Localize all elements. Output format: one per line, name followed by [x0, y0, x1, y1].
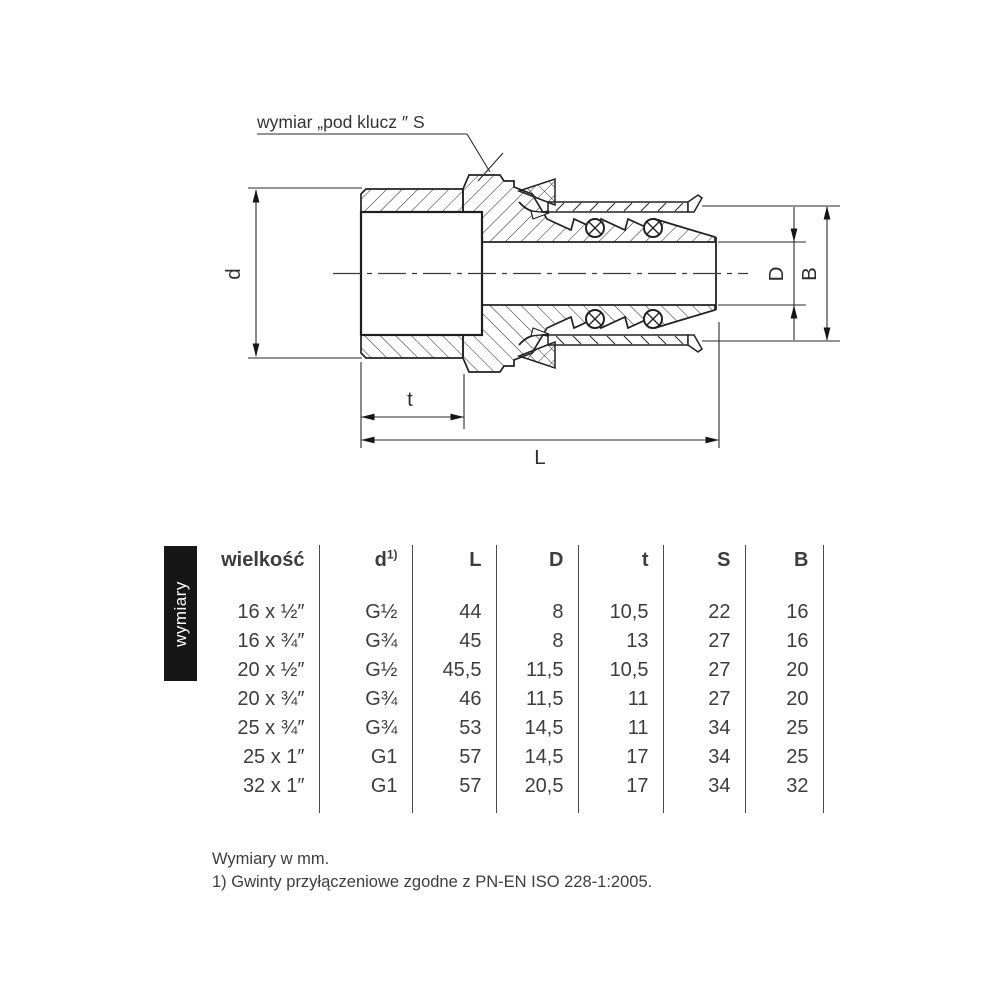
- table-cell: 25: [745, 714, 823, 743]
- dimension-lines: [248, 134, 840, 448]
- leader-label: wymiar „pod klucz ″ S: [257, 112, 425, 132]
- table-cell: 11: [578, 685, 663, 714]
- press-sleeve: [548, 202, 688, 212]
- table-cell: 46: [412, 685, 496, 714]
- table-filler-cell: [578, 801, 663, 813]
- footnote-thread-standard: 1) Gwinty przyłączeniowe zgodne z PN-EN ISO 228-1:2005.: [212, 873, 653, 891]
- table-cell: 16 x ¾″: [205, 627, 319, 656]
- table-cell: G½: [319, 598, 412, 627]
- table-header-cell: t: [578, 545, 663, 598]
- sleeve-end-flare: [688, 195, 702, 212]
- table-row: [205, 685, 823, 714]
- o-ring: [586, 219, 604, 237]
- table-cell: 57: [412, 772, 496, 801]
- dimension-table: [205, 545, 824, 813]
- table-filler-cell: [663, 801, 745, 813]
- table-cell: 8: [496, 598, 578, 627]
- o-ring: [644, 219, 662, 237]
- table-filler-row: [205, 801, 823, 813]
- table-row: [205, 598, 823, 627]
- table-cell: 34: [663, 743, 745, 772]
- table-cell: G1: [319, 743, 412, 772]
- table-cell: 44: [412, 598, 496, 627]
- side-tab-wymiary: [164, 546, 197, 681]
- table-filler-cell: [412, 801, 496, 813]
- dim-label-B: B: [798, 267, 821, 281]
- table-cell: 34: [663, 772, 745, 801]
- table-row: [205, 743, 823, 772]
- table-cell: 25 x ¾″: [205, 714, 319, 743]
- table-cell: 45,5: [412, 656, 496, 685]
- table-cell: 20,5: [496, 772, 578, 801]
- table-header-cell: $d^{1)}$: [319, 545, 412, 598]
- table-header-cell: L: [412, 545, 496, 598]
- dim-label-D: D: [765, 266, 788, 282]
- dim-label-d: d: [222, 268, 245, 280]
- table-filler-cell: [319, 801, 412, 813]
- table-header-cell: S: [663, 545, 745, 598]
- table-cell: 20: [745, 656, 823, 685]
- side-tab-label: wymiary: [170, 580, 190, 647]
- table-cell: G¾: [319, 627, 412, 656]
- table-head: [205, 545, 823, 598]
- table-cell: 22: [663, 598, 745, 627]
- table-cell: 13: [578, 627, 663, 656]
- table-cell: 20 x ¾″: [205, 685, 319, 714]
- table-row: [205, 772, 823, 801]
- table-cell: 20 x ½″: [205, 656, 319, 685]
- table-cell: 10,5: [578, 656, 663, 685]
- thread-section-hatch: [361, 189, 463, 212]
- table-row: [205, 714, 823, 743]
- table-header-cell: D: [496, 545, 578, 598]
- table-row: [205, 656, 823, 685]
- table-cell: 11: [578, 714, 663, 743]
- table-cell: G¾: [319, 714, 412, 743]
- table-cell: 27: [663, 627, 745, 656]
- table-cell: 14,5: [496, 743, 578, 772]
- table-cell: 16: [745, 598, 823, 627]
- table-header-row: [205, 545, 823, 598]
- table-cell: 53: [412, 714, 496, 743]
- table-cell: 27: [663, 685, 745, 714]
- table-cell: G½: [319, 656, 412, 685]
- dim-label-L: L: [534, 446, 546, 469]
- table-cell: 8: [496, 627, 578, 656]
- table-cell: G1: [319, 772, 412, 801]
- table-cell: 14,5: [496, 714, 578, 743]
- table-cell: 20: [745, 685, 823, 714]
- table-filler-cell: [205, 801, 319, 813]
- table-cell: 45: [412, 627, 496, 656]
- table-cell: 11,5: [496, 656, 578, 685]
- table-cell: 32 x 1″: [205, 772, 319, 801]
- table-body: [205, 598, 823, 813]
- table-cell: 16: [745, 627, 823, 656]
- table-cell: 32: [745, 772, 823, 801]
- table-cell: 27: [663, 656, 745, 685]
- table-header-cell: B: [745, 545, 823, 598]
- table-cell: 10,5: [578, 598, 663, 627]
- table-cell: 57: [412, 743, 496, 772]
- table-filler-cell: [496, 801, 578, 813]
- table-cell: G¾: [319, 685, 412, 714]
- table-cell: 34: [663, 714, 745, 743]
- table-filler-cell: [745, 801, 823, 813]
- dim-label-t: t: [407, 388, 413, 411]
- table-cell: 17: [578, 743, 663, 772]
- table-cell: 25 x 1″: [205, 743, 319, 772]
- table-header-cell: wielkość: [205, 545, 319, 598]
- table-row: [205, 627, 823, 656]
- footnotes: [212, 848, 652, 894]
- table-cell: 25: [745, 743, 823, 772]
- footnote-units: Wymiary w mm.: [212, 850, 330, 868]
- table-cell: 11,5: [496, 685, 578, 714]
- table-cell: 17: [578, 772, 663, 801]
- table-cell: 16 x ½″: [205, 598, 319, 627]
